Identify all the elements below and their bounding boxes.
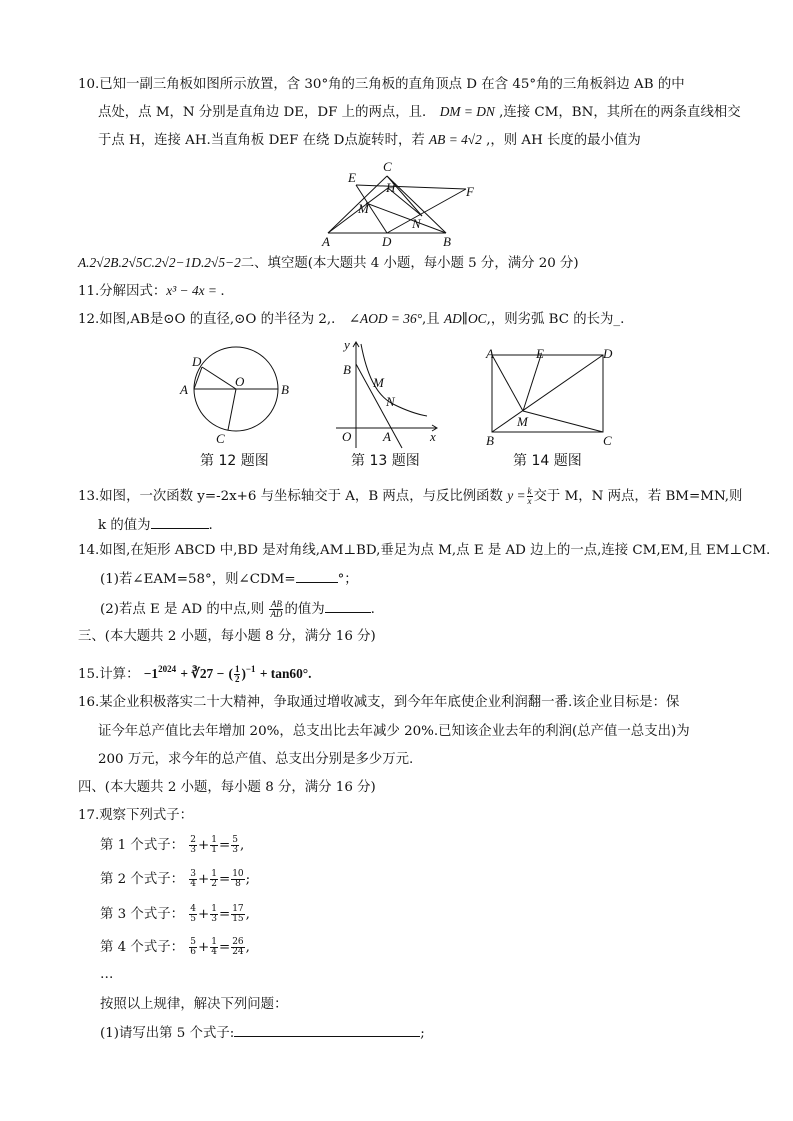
q17-item-1-frac-a-num: 2 xyxy=(190,835,196,845)
fig13-caption: 第 13 题图 xyxy=(351,453,420,469)
q17-item-1-frac-a xyxy=(189,836,197,855)
q15-fraction-half xyxy=(234,665,241,684)
q15-term1-exponent: 2024 xyxy=(158,664,177,674)
q13-text: 13.如图，一次函数 y=-2x+6 与坐标轴交于 A，B 两点，与反比例函数 xyxy=(78,489,508,504)
fig14-segment-em xyxy=(523,355,541,411)
q17-item-1-end: , xyxy=(239,838,245,853)
q10-options: A.2√2B.2√5C.2√2−1D.2√5−2 xyxy=(78,255,241,270)
fig14-segment-am xyxy=(492,355,523,411)
q14-frac-denominator: AD xyxy=(270,609,283,619)
fig14-label-d: D xyxy=(603,346,613,361)
q13-frac-denominator: x xyxy=(527,496,532,506)
q15-half-denominator: 2 xyxy=(234,674,240,684)
fig14-segment-cm xyxy=(523,411,603,432)
q17-item-2-frac-b-den: 2 xyxy=(211,879,217,889)
q17-item-1-frac-b xyxy=(210,836,218,855)
q17-intro: 17.观察下列式子： xyxy=(78,808,194,823)
q17-part1-blank[interactable] xyxy=(234,1024,420,1037)
q11 xyxy=(78,282,225,301)
fig14-caption: 第 14 题图 xyxy=(513,453,582,469)
q14-line1: 14.如图,在矩形 ABCD 中,BD 是对角线,AM⊥BD,垂足为点 M,点 E 是 AD 边上的一点,连接 CM,EM,且 EM⊥CM. xyxy=(78,543,771,558)
q15-prefix: 15.计算： xyxy=(78,667,140,682)
q17-item-2-frac-c-num: 10 xyxy=(232,869,244,879)
q13-frac-numerator: k xyxy=(527,486,532,496)
q15-half-numerator: 1 xyxy=(234,664,240,674)
q15-close-paren: ) xyxy=(241,666,246,681)
q14-part2-blank[interactable] xyxy=(325,600,371,613)
q17-item-2-frac-a xyxy=(189,870,197,889)
q12-prefix: 12.如图,AB是⊙O 的直径,⊙O 的半径为 2,． xyxy=(78,312,345,327)
fig10-label-f: F xyxy=(466,184,474,199)
fig12-label-o: O xyxy=(235,374,245,389)
q10-condition-dm-dn: DM = DN xyxy=(439,104,495,119)
q11-suffix: . xyxy=(220,284,225,299)
fig13-label-n: N xyxy=(386,394,395,409)
q17-item-4-frac-b-num: 1 xyxy=(211,937,217,947)
q17-item-1-frac-c xyxy=(231,836,239,855)
q14-fraction-ab-over-ad xyxy=(269,600,283,619)
q14-part2-end: 的值为 xyxy=(284,602,325,617)
q10-options-row xyxy=(78,254,579,273)
q14-part1-text: (1)若∠EAM=58°，则∠CDM= xyxy=(100,572,296,587)
q13-function: y = xyxy=(507,488,526,503)
fig14-label-c: C xyxy=(603,433,612,448)
q17-item-4-label: 第 4 个式子： xyxy=(100,940,184,955)
q17-item-1-frac-a-den: 3 xyxy=(190,845,196,855)
q17-item-4: 第 4 个式子： $\frac{5}{6}$ + $\frac{1}{4}$ = $\frac{26}{24}$ , xyxy=(100,937,250,957)
q14-part1 xyxy=(100,570,358,589)
q13-line2: k 的值为 . xyxy=(98,518,213,533)
q17-item-1-frac-c-num: 5 xyxy=(232,835,238,845)
q17-item-4-frac-c-den: 24 xyxy=(232,947,244,957)
q13-text-end: 交于 M，N 两点，若 BM=MN,则 xyxy=(533,489,743,504)
q12-parallel-condition: AD∥OC xyxy=(443,311,487,326)
q13-line2-text: k 的值为 xyxy=(98,518,151,533)
q10-line1: 10.已知一副三角板如图所示放置，含 30°角的三角板的直角顶点 D 在含 45°角的三角板斜边 AB 的中 xyxy=(78,77,685,92)
q17-item-1-frac-c-den: 3 xyxy=(232,845,238,855)
q15 xyxy=(78,660,312,684)
q17-item-4-end: , xyxy=(245,940,250,955)
q17-item-3-frac-b xyxy=(210,905,218,924)
q17-item-3-frac-a-den: 5 xyxy=(190,914,196,924)
fig10-label-d: D xyxy=(382,234,392,249)
q17-part1-text: (1)请写出第 5 个式子: xyxy=(100,1026,235,1041)
q17-item-4-frac-a-den: 6 xyxy=(190,947,196,957)
q17-item-3: 第 3 个式子： $\frac{4}{5}$ + $\frac{1}{3}$ = $\frac{17}{15}$ , xyxy=(100,904,250,924)
fig14 xyxy=(484,345,624,470)
q16-line2: 证今年总产值比去年增加 20%，总支出比去年减少 20%.已知该企业去年的利润(总产值一总支出)为 xyxy=(98,724,690,739)
q17-item-3-end: , xyxy=(245,907,250,922)
q10-line3-end: ,，则 AH 长度的最小值为 xyxy=(486,133,641,148)
fig13 xyxy=(333,336,453,470)
fig10-label-c: C xyxy=(383,159,392,174)
q17-item-2-frac-b xyxy=(210,870,218,889)
q17-item-2-frac-a-den: 4 xyxy=(190,879,196,889)
q15-open-paren: ( xyxy=(228,666,233,681)
q10-line2-end: ,连接 CM，BN，其所在的两条直线相交 xyxy=(499,105,741,120)
section2-title: 二、填空题(本大题共 4 小题，每小题 5 分，满分 20 分) xyxy=(240,256,579,271)
q15-term4: + tan60°. xyxy=(259,666,312,681)
q14-part1-blank[interactable] xyxy=(296,570,338,583)
q15-term2: + ∛27 − xyxy=(180,666,225,681)
q17-item-4-frac-c-num: 26 xyxy=(232,937,244,947)
fig14-label-e: E xyxy=(536,346,544,361)
q17-item-4-frac-b xyxy=(210,938,218,957)
fig13-label-o: O xyxy=(342,429,352,444)
q10-line3-text: 于点 H，连接 AH.当直角板 DEF 在绕 D点旋转时，若 xyxy=(98,133,429,148)
section4-title: 四、(本大题共 2 小题，每小题 8 分，满分 16 分) xyxy=(78,780,376,795)
fig14-label-a: A xyxy=(486,346,494,361)
q12-suffix: ,，则劣弧 BC 的长为_. xyxy=(486,312,625,327)
q12-mid: ,且 xyxy=(422,312,444,327)
fig13-label-a: A xyxy=(383,429,391,444)
q17-item-1-frac-b-num: 1 xyxy=(211,835,217,845)
q17-item-4-frac-c xyxy=(231,938,244,957)
fig12-label-c: C xyxy=(216,431,225,446)
q13-fraction-k-over-x xyxy=(527,487,533,506)
fig12-label-b: B xyxy=(281,382,289,397)
q12 xyxy=(78,310,624,329)
q17-item-2-frac-a-num: 3 xyxy=(190,869,196,879)
q10-condition-ab: AB = 4√2 xyxy=(429,132,482,147)
q16-line1: 16.某企业积极落实二十大精神，争取通过增收减支，到今年年底使企业利润翻一番.该企业目标是：保 xyxy=(78,695,680,710)
q17-item-1-label: 第 1 个式子： xyxy=(100,838,184,853)
q17-item-3-frac-c-num: 17 xyxy=(232,904,244,914)
q12-angle-condition: ∠AOD = 36° xyxy=(348,311,423,326)
fig10-segment-df xyxy=(387,189,466,233)
q14-part2: (2)若点 E 是 AD 的中点,则 $\frac{AB}{AD}$ 的值为 . xyxy=(100,599,375,619)
q17-item-4-frac-b-den: 4 xyxy=(211,947,217,957)
q17-item-4-frac-a xyxy=(189,938,197,957)
fig12-radius-od xyxy=(202,367,236,389)
q17-item-1: 第 1 个式子： $\frac{2}{3}$ + $\frac{1}{1}$ = $\frac{5}{3}$ , xyxy=(100,835,245,855)
fig13-label-x: x xyxy=(430,429,436,444)
fig14-label-b: B xyxy=(486,433,494,448)
q17-item-3-frac-b-num: 1 xyxy=(211,904,217,914)
fig13-label-m: M xyxy=(373,375,384,390)
fig13-label-b: B xyxy=(343,362,351,377)
section3-title: 三、(本大题共 2 小题，每小题 8 分，满分 16 分) xyxy=(78,629,376,644)
q17-item-3-frac-c xyxy=(231,905,244,924)
q14-frac-numerator: AB xyxy=(270,599,282,609)
q17-item-2-frac-c xyxy=(231,870,244,889)
q17-rule: 按照以上规律，解决下列问题： xyxy=(100,997,288,1012)
q17-item-4-frac-a-num: 5 xyxy=(190,937,196,947)
q16-line3: 200 万元，求今年的总产值、总支出分别是多少万元. xyxy=(98,752,414,767)
fig12-caption: 第 12 题图 xyxy=(200,453,269,469)
q17-item-1-frac-b-den: 1 xyxy=(211,845,217,855)
q15-term1: −1 xyxy=(143,666,159,681)
q10-line3 xyxy=(98,131,641,150)
q14-part2-text: (2)若点 E 是 AD 的中点,则 xyxy=(100,602,269,617)
q17-item-2-frac-b-num: 1 xyxy=(211,869,217,879)
q10-line2 xyxy=(98,103,741,122)
q17-ellipsis: … xyxy=(100,967,114,982)
fig10-label-b: B xyxy=(443,234,451,249)
q17-part1 xyxy=(100,1024,425,1043)
q17-item-2-end: ; xyxy=(245,872,251,887)
fig14-label-m: M xyxy=(517,414,528,429)
q17-item-2-label: 第 2 个式子： xyxy=(100,872,184,887)
fig12-radius-oc xyxy=(228,389,236,430)
q13-answer-blank[interactable] xyxy=(151,516,209,529)
q17-item-2: 第 2 个式子： $\frac{3}{4}$ + $\frac{1}{2}$ = $\frac{10}{8}$ ; xyxy=(100,869,251,889)
q17-part1-end: ; xyxy=(420,1026,425,1041)
q15-term3-exponent: −1 xyxy=(245,664,256,674)
q10-figure xyxy=(310,158,490,250)
q17-item-2-frac-c-den: 8 xyxy=(235,879,241,889)
q17-item-3-frac-a-num: 4 xyxy=(190,904,196,914)
fig10-line-bm xyxy=(366,203,446,233)
q17-item-3-frac-a xyxy=(189,905,197,924)
fig12-label-d: D xyxy=(192,354,202,369)
fig12 xyxy=(175,345,305,470)
q13-line1 xyxy=(78,487,742,506)
fig10-label-a: A xyxy=(322,234,330,249)
fig10-label-e: E xyxy=(348,170,356,185)
fig10-segment-ef xyxy=(356,185,466,189)
q17-item-3-frac-c-den: 15 xyxy=(232,914,244,924)
q17-item-3-label: 第 3 个式子： xyxy=(100,907,184,922)
fig13-label-y: y xyxy=(344,337,350,352)
fig10-label-n: N xyxy=(412,216,421,231)
fig14-diagonal-bd xyxy=(492,355,603,432)
q11-prefix: 11.分解因式： xyxy=(78,284,167,299)
q17-item-3-frac-b-den: 3 xyxy=(211,914,217,924)
fig10-label-h: H xyxy=(386,180,396,195)
q14-part1-end: °； xyxy=(337,572,358,587)
fig10-label-m: M xyxy=(358,201,369,216)
q11-expression: x³ − 4x = xyxy=(166,283,221,298)
q10-line2-text: 点处，点 M，N 分别是直角边 DE，DF 上的两点，且． xyxy=(98,105,436,120)
fig12-label-a: A xyxy=(180,382,188,397)
